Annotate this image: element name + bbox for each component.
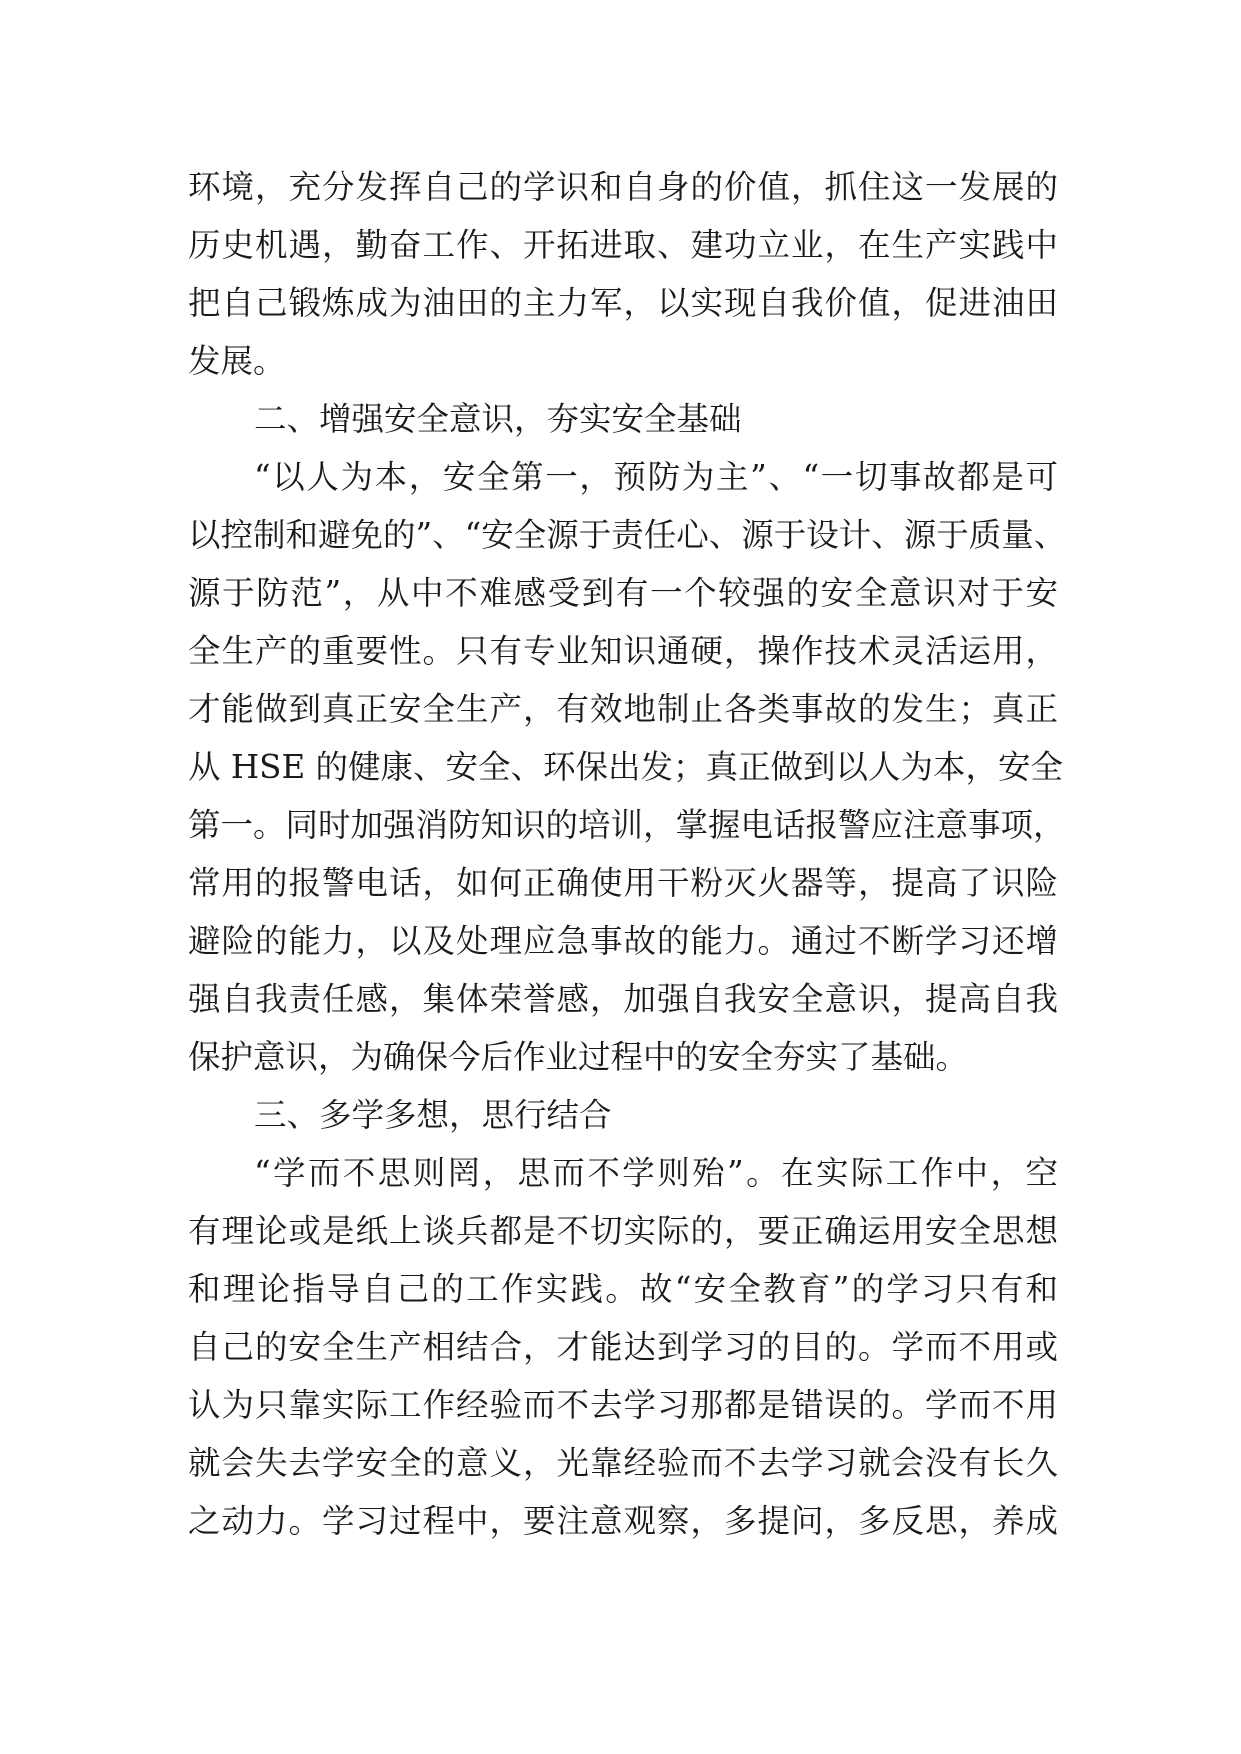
section-heading: 三、多学多想，思行结合 xyxy=(254,1096,612,1134)
text-line: 和理论指导自己的工作实践。故“安全教育”的学习只有和 xyxy=(188,1270,1058,1308)
body-text xyxy=(188,158,1067,1550)
text-line: 全生产的重要性。只有专业知识通硬，操作技术灵活运用， xyxy=(188,632,1058,670)
text-line: 强自我责任感，集体荣誉感，加强自我安全意识，提高自我 xyxy=(188,980,1058,1018)
text-line: 把自己锻炼成为油田的主力军，以实现自我价值，促进油田 xyxy=(188,284,1058,322)
text-line: 自己的安全生产相结合，才能达到学习的目的。学而不用或 xyxy=(188,1328,1058,1366)
text-line: 环境，充分发挥自己的学识和自身的价值，抓住这一发展的 xyxy=(188,168,1058,206)
text-line: 发展。 xyxy=(188,342,286,380)
text-line: 才能做到真正安全生产，有效地制止各类事故的发生；真正 xyxy=(188,690,1058,728)
text-line: 第一。同时加强消防知识的培训，掌握电话报警应注意事项， xyxy=(188,806,1066,844)
text-line: “学而不思则罔，思而不学则殆”。在实际工作中，空 xyxy=(254,1154,1058,1192)
text-line: 从 HSE 的健康、安全、环保出发；真正做到以人为本，安全 xyxy=(188,748,1063,786)
text-line: 常用的报警电话，如何正确使用干粉灭火器等，提高了识险 xyxy=(188,864,1058,902)
text-line: 之动力。学习过程中，要注意观察，多提问，多反思，养成 xyxy=(188,1502,1058,1540)
text-line: 历史机遇，勤奋工作、开拓进取、建功立业，在生产实践中 xyxy=(188,226,1058,264)
text-line: 就会失去学安全的意义，光靠经验而不去学习就会没有长久 xyxy=(188,1444,1058,1482)
text-line: “以人为本，安全第一，预防为主”、“一切事故都是可 xyxy=(254,458,1058,496)
text-line: 保护意识，为确保今后作业过程中的安全夯实了基础。 xyxy=(188,1038,969,1076)
section-heading: 二、增强安全意识，夯实安全基础 xyxy=(254,400,742,438)
text-line: 避险的能力，以及处理应急事故的能力。通过不断学习还增 xyxy=(188,922,1058,960)
text-line: 以控制和避免的”、“安全源于责任心、源于设计、源于质量、 xyxy=(188,516,1067,554)
text-line: 源于防范”，从中不难感受到有一个较强的安全意识对于安 xyxy=(188,574,1058,612)
text-line: 认为只靠实际工作经验而不去学习那都是错误的。学而不用 xyxy=(188,1386,1058,1424)
text-line: 有理论或是纸上谈兵都是不切实际的，要正确运用安全思想 xyxy=(188,1212,1058,1250)
